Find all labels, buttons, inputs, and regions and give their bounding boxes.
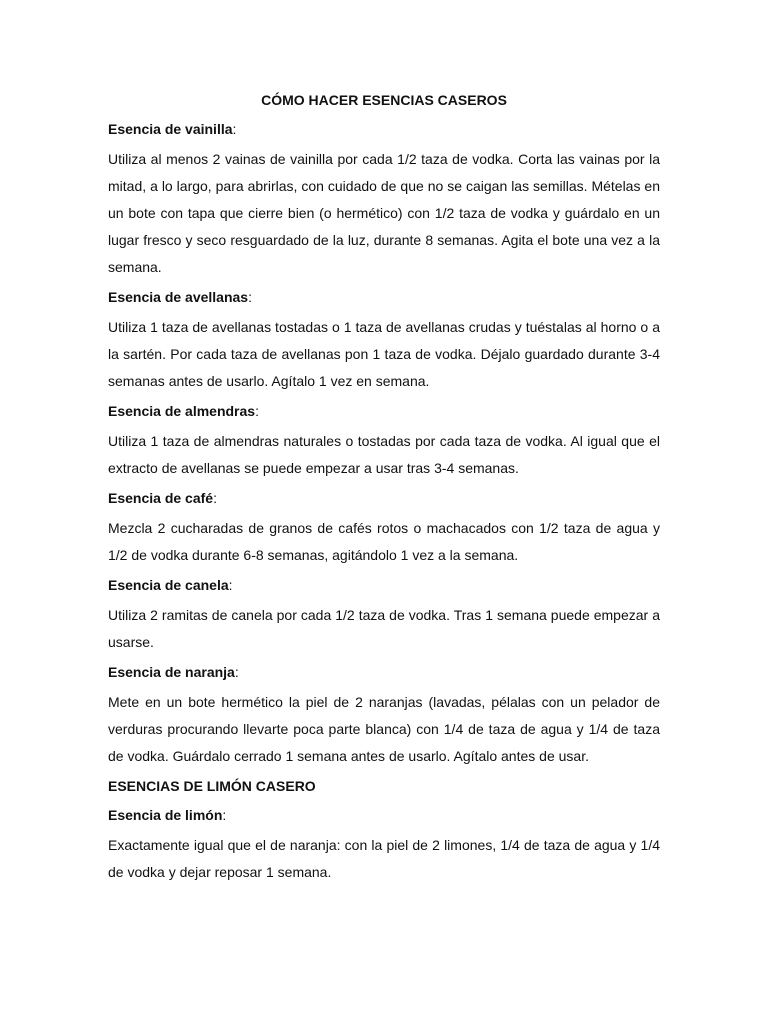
section-heading-label: Esencia de limón: [108, 807, 223, 823]
heading-colon: :: [222, 807, 227, 823]
section-paragraph: Mete en un bote hermético la piel de 2 naranjas (lavadas, pélalas con un pelador de verduras procurando llevarte poca parte blanca) con 1/4 de taza de agua y 1/4 de taza de vodka. Guárdalo cerrado 1 semana antes de usarlo. Agítalo antes de usar.: [108, 694, 660, 764]
section-cafe: [108, 488, 660, 569]
section-paragraph: Utiliza 2 ramitas de canela por cada 1/2 taza de vodka. Tras 1 semana puede empezar a usarse.: [108, 607, 660, 650]
section-paragraph: Utiliza 1 taza de avellanas tostadas o 1 taza de avellanas crudas y tuéstalas al horno o a la sartén. Por cada taza de avellanas pon 1 taza de vodka. Déjalo guardado durante 3-4 semanas antes de usarlo. Agítalo 1 vez en semana.: [108, 319, 660, 389]
heading-colon: :: [213, 490, 217, 506]
section-heading-label: Esencia de canela: [108, 577, 229, 593]
section-heading: [108, 119, 660, 139]
section-paragraph: Mezcla 2 cucharadas de granos de cafés rotos o machacados con 1/2 taza de agua y 1/2 de vodka durante 6-8 semanas, agitándolo 1 vez a la semana.: [108, 520, 660, 563]
heading-colon: :: [228, 577, 233, 593]
section-canela: [108, 575, 660, 656]
section-almendras: [108, 401, 660, 482]
section-heading-label: Esencia de almendras: [108, 403, 256, 419]
section-naranja: [108, 662, 660, 770]
section-paragraph: Utiliza al menos 2 vainas de vainilla por cada 1/2 taza de vodka. Corta las vainas por la mitad, a lo largo, para abrirlas, con cuidado de que no se caigan las semillas. Mételas en un bote con tapa que cierre bien (o hermético) con 1/2 taza de vodka y guárdalo en un lugar fresco y seco resguardado de la luz, durante 8 semanas. Agita el bote una vez a la semana.: [108, 151, 660, 275]
section-heading-label: Esencia de vainilla: [108, 121, 233, 137]
heading-colon: :: [234, 664, 239, 680]
section-heading-label: Esencia de café: [108, 490, 214, 506]
section-heading: [108, 287, 660, 307]
section-limon: [108, 805, 660, 886]
section-heading-label: Esencia de naranja: [108, 664, 235, 680]
section-vainilla: [108, 119, 660, 281]
section-avellanas: [108, 287, 660, 395]
heading-colon: :: [232, 121, 237, 137]
section-heading-label: Esencia de avellanas: [108, 289, 249, 305]
section-heading: [108, 662, 660, 682]
document-title: CÓMO HACER ESENCIAS CASEROS: [261, 92, 507, 108]
section-paragraph: Utiliza 1 taza de almendras naturales o tostadas por cada taza de vodka. Al igual que el extracto de avellanas se puede empezar a usar tras 3-4 semanas.: [108, 433, 660, 476]
section-paragraph: Exactamente igual que el de naranja: con la piel de 2 limones, 1/4 de taza de agua y 1/4 de vodka y dejar reposar 1 semana.: [108, 837, 660, 880]
section-heading: [108, 488, 660, 508]
section-heading: [108, 805, 660, 825]
limon-section-title: ESENCIAS DE LIMÓN CASERO: [108, 778, 316, 794]
heading-colon: :: [255, 403, 259, 419]
section-heading: [108, 575, 660, 595]
section-heading: [108, 401, 660, 421]
heading-colon: :: [248, 289, 252, 305]
